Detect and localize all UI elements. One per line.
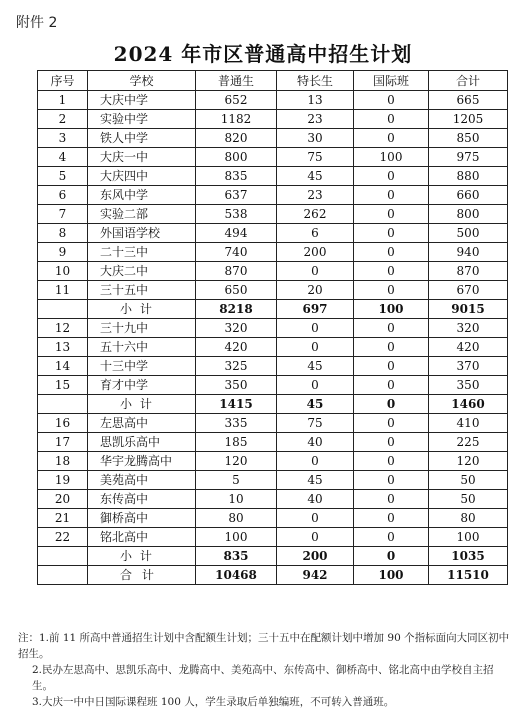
special-count: 697: [277, 300, 354, 319]
table-header-row: [38, 71, 508, 91]
special-count: 942: [277, 566, 354, 585]
total-count: 870: [429, 262, 508, 281]
table-row: [38, 243, 508, 262]
international-count: 0: [354, 243, 429, 262]
special-count: 13: [277, 91, 354, 110]
international-count: 0: [354, 547, 429, 566]
school-name: 实验二部: [88, 205, 196, 224]
row-number: 9: [38, 243, 88, 262]
international-count: 0: [354, 357, 429, 376]
regular-count: 320: [196, 319, 277, 338]
school-name: 十三中学: [88, 357, 196, 376]
regular-count: 538: [196, 205, 277, 224]
school-name: 实验中学: [88, 110, 196, 129]
school-name: 二十三中: [88, 243, 196, 262]
row-number: 19: [38, 471, 88, 490]
special-count: 40: [277, 433, 354, 452]
row-number: 7: [38, 205, 88, 224]
school-name: 育才中学: [88, 376, 196, 395]
document-title: 2024 年市区普通高中招生计划: [113, 42, 413, 66]
regular-count: 835: [196, 547, 277, 566]
grand-total-row: [38, 566, 508, 585]
international-count: 0: [354, 395, 429, 414]
special-count: 20: [277, 281, 354, 300]
total-count: 370: [429, 357, 508, 376]
special-count: 200: [277, 547, 354, 566]
header-no: 序号: [38, 71, 88, 91]
subtotal-label: 小 计: [88, 547, 196, 566]
special-count: 0: [277, 452, 354, 471]
table-row: [38, 338, 508, 357]
international-count: 0: [354, 110, 429, 129]
international-count: 0: [354, 528, 429, 547]
table-row: [38, 471, 508, 490]
empty-cell: [38, 566, 88, 585]
empty-cell: [38, 300, 88, 319]
school-name: 大庆中学: [88, 91, 196, 110]
table-row: [38, 110, 508, 129]
row-number: 13: [38, 338, 88, 357]
total-count: 940: [429, 243, 508, 262]
special-count: 6: [277, 224, 354, 243]
note-2: 2.民办左思高中、思凯乐高中、龙腾高中、美苑高中、东传高中、御桥高中、铭北高中由学校自主招生。: [32, 664, 494, 692]
international-count: 0: [354, 471, 429, 490]
total-count: 100: [429, 528, 508, 547]
international-count: 100: [354, 300, 429, 319]
international-count: 0: [354, 167, 429, 186]
row-number: 5: [38, 167, 88, 186]
notes: [18, 630, 514, 710]
total-count: 670: [429, 281, 508, 300]
header-special: 特长生: [277, 71, 354, 91]
special-count: 0: [277, 319, 354, 338]
international-count: 0: [354, 186, 429, 205]
special-count: 75: [277, 148, 354, 167]
international-count: 0: [354, 433, 429, 452]
special-count: 40: [277, 490, 354, 509]
school-name: 五十六中: [88, 338, 196, 357]
international-count: 0: [354, 262, 429, 281]
row-number: 22: [38, 528, 88, 547]
table-row: [38, 281, 508, 300]
header-international: 国际班: [354, 71, 429, 91]
special-count: 0: [277, 376, 354, 395]
table-row: [38, 167, 508, 186]
international-count: 0: [354, 452, 429, 471]
empty-cell: [38, 547, 88, 566]
header-school: 学校: [88, 71, 196, 91]
table-row: [38, 528, 508, 547]
total-count: 1205: [429, 110, 508, 129]
special-count: 0: [277, 262, 354, 281]
regular-count: 185: [196, 433, 277, 452]
row-number: 20: [38, 490, 88, 509]
regular-count: 1415: [196, 395, 277, 414]
table-row: [38, 452, 508, 471]
school-name: 美苑高中: [88, 471, 196, 490]
regular-count: 637: [196, 186, 277, 205]
regular-count: 100: [196, 528, 277, 547]
total-count: 880: [429, 167, 508, 186]
table-row: [38, 319, 508, 338]
note-3: 3.大庆一中中日国际课程班 100 人，学生录取后单独编班，不可转入普通班。: [32, 696, 395, 708]
table-row: [38, 357, 508, 376]
international-count: 0: [354, 205, 429, 224]
special-count: 45: [277, 395, 354, 414]
row-number: 10: [38, 262, 88, 281]
total-count: 800: [429, 205, 508, 224]
row-number: 17: [38, 433, 88, 452]
header-regular: 普通生: [196, 71, 277, 91]
total-count: 320: [429, 319, 508, 338]
school-name: 大庆四中: [88, 167, 196, 186]
international-count: 100: [354, 566, 429, 585]
regular-count: 10: [196, 490, 277, 509]
special-count: 0: [277, 509, 354, 528]
special-count: 30: [277, 129, 354, 148]
subtotal-row: [38, 300, 508, 319]
table-row: [38, 509, 508, 528]
international-count: 0: [354, 490, 429, 509]
table-body: [38, 91, 508, 585]
special-count: 23: [277, 186, 354, 205]
school-name: 思凯乐高中: [88, 433, 196, 452]
special-count: 23: [277, 110, 354, 129]
school-name: 三十五中: [88, 281, 196, 300]
header-total: 合计: [429, 71, 508, 91]
international-count: 0: [354, 319, 429, 338]
regular-count: 800: [196, 148, 277, 167]
total-count: 9015: [429, 300, 508, 319]
international-count: 0: [354, 338, 429, 357]
regular-count: 350: [196, 376, 277, 395]
total-count: 350: [429, 376, 508, 395]
subtotal-row: [38, 395, 508, 414]
regular-count: 870: [196, 262, 277, 281]
school-name: 大庆一中: [88, 148, 196, 167]
school-name: 三十九中: [88, 319, 196, 338]
table-row: [38, 490, 508, 509]
total-count: 500: [429, 224, 508, 243]
international-count: 0: [354, 414, 429, 433]
international-count: 0: [354, 91, 429, 110]
table-row: [38, 91, 508, 110]
row-number: 15: [38, 376, 88, 395]
row-number: 12: [38, 319, 88, 338]
school-name: 御桥高中: [88, 509, 196, 528]
school-name: 铭北高中: [88, 528, 196, 547]
regular-count: 835: [196, 167, 277, 186]
table-row: [38, 414, 508, 433]
regular-count: 120: [196, 452, 277, 471]
international-count: 0: [354, 281, 429, 300]
table-row: [38, 186, 508, 205]
international-count: 0: [354, 224, 429, 243]
row-number: 3: [38, 129, 88, 148]
special-count: 45: [277, 357, 354, 376]
subtotal-label: 小 计: [88, 300, 196, 319]
regular-count: 740: [196, 243, 277, 262]
total-count: 665: [429, 91, 508, 110]
regular-count: 325: [196, 357, 277, 376]
total-count: 975: [429, 148, 508, 167]
regular-count: 420: [196, 338, 277, 357]
regular-count: 5: [196, 471, 277, 490]
school-name: 东风中学: [88, 186, 196, 205]
total-count: 120: [429, 452, 508, 471]
school-name: 东传高中: [88, 490, 196, 509]
special-count: 262: [277, 205, 354, 224]
table-row: [38, 205, 508, 224]
regular-count: 652: [196, 91, 277, 110]
row-number: 11: [38, 281, 88, 300]
row-number: 6: [38, 186, 88, 205]
table-row: [38, 129, 508, 148]
regular-count: 650: [196, 281, 277, 300]
regular-count: 335: [196, 414, 277, 433]
school-name: 外国语学校: [88, 224, 196, 243]
school-name: 左思高中: [88, 414, 196, 433]
row-number: 16: [38, 414, 88, 433]
total-count: 11510: [429, 566, 508, 585]
total-count: 660: [429, 186, 508, 205]
international-count: 0: [354, 509, 429, 528]
regular-count: 820: [196, 129, 277, 148]
school-name: 铁人中学: [88, 129, 196, 148]
row-number: 4: [38, 148, 88, 167]
row-number: 8: [38, 224, 88, 243]
total-count: 1460: [429, 395, 508, 414]
special-count: 0: [277, 338, 354, 357]
regular-count: 10468: [196, 566, 277, 585]
total-count: 850: [429, 129, 508, 148]
special-count: 45: [277, 471, 354, 490]
table-row: [38, 433, 508, 452]
international-count: 0: [354, 129, 429, 148]
regular-count: 8218: [196, 300, 277, 319]
total-count: 50: [429, 490, 508, 509]
empty-cell: [38, 395, 88, 414]
row-number: 18: [38, 452, 88, 471]
row-number: 2: [38, 110, 88, 129]
special-count: 0: [277, 528, 354, 547]
regular-count: 1182: [196, 110, 277, 129]
row-number: 1: [38, 91, 88, 110]
total-count: 420: [429, 338, 508, 357]
subtotal-row: [38, 547, 508, 566]
total-count: 80: [429, 509, 508, 528]
total-count: 410: [429, 414, 508, 433]
subtotal-label: 小 计: [88, 395, 196, 414]
subtotal-label: 合 计: [88, 566, 196, 585]
regular-count: 80: [196, 509, 277, 528]
enrollment-plan-table: [37, 70, 508, 585]
attachment-label: 附件 2: [16, 15, 58, 31]
row-number: 14: [38, 357, 88, 376]
regular-count: 494: [196, 224, 277, 243]
table-row: [38, 262, 508, 281]
table-row: [38, 376, 508, 395]
total-count: 225: [429, 433, 508, 452]
school-name: 华宇龙腾高中: [88, 452, 196, 471]
total-count: 50: [429, 471, 508, 490]
international-count: 100: [354, 148, 429, 167]
table-row: [38, 148, 508, 167]
table-row: [38, 224, 508, 243]
special-count: 75: [277, 414, 354, 433]
note-1: 注：1.前 11 所高中普通招生计划中含配额生计划；三十五中在配额计划中增加 90 个指标面向大同区初中招生。: [18, 632, 510, 660]
international-count: 0: [354, 376, 429, 395]
special-count: 45: [277, 167, 354, 186]
total-count: 1035: [429, 547, 508, 566]
school-name: 大庆二中: [88, 262, 196, 281]
special-count: 200: [277, 243, 354, 262]
row-number: 21: [38, 509, 88, 528]
